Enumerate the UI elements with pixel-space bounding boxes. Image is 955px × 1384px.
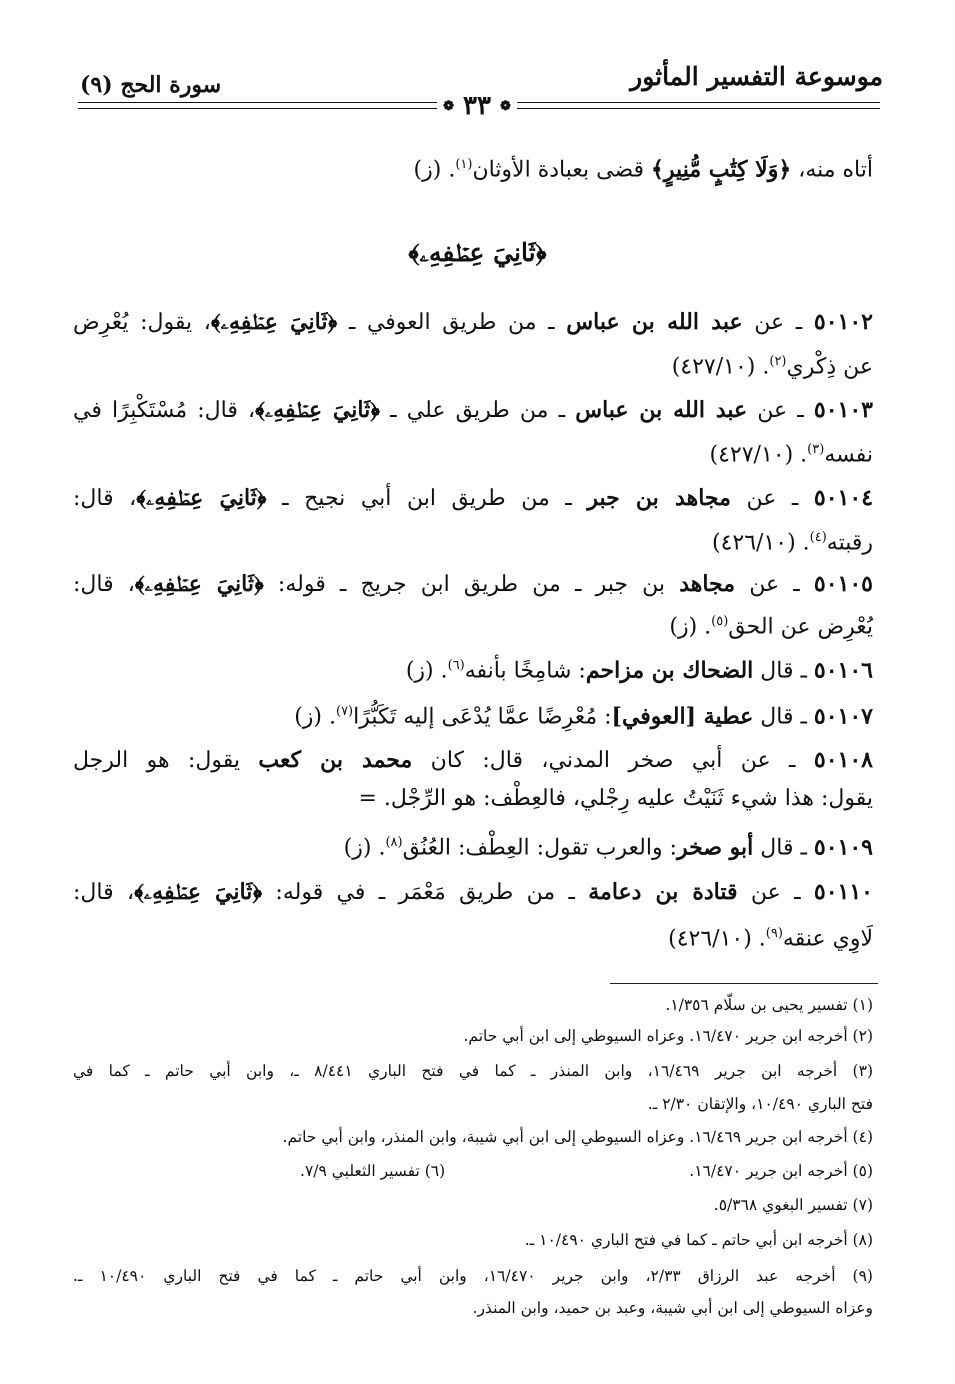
entry-text: ـ من طريق علي ـ [379, 398, 576, 423]
footnote: (٦) تفسير الثعلبي ٧/٩. [300, 1162, 446, 1180]
footnote: (٨) أخرجه ابن أبي حاتم ـ كما في فتح الباري ١٠/٤٩٠ ـ. [524, 1231, 873, 1249]
narrator-name: قتادة بن دعامة [588, 879, 738, 905]
entry-reference: . (٤٢٦/١٠) [711, 530, 810, 556]
entry-line [73, 345, 873, 384]
entry-line [73, 826, 873, 865]
entry-text: ـ عن [730, 486, 814, 511]
footnote: وعزاه السيوطي إلى ابن أبي شيبة، وعبد بن حميد، وابن المنذر. [472, 1299, 873, 1317]
entry-text: ـ من طريق ابن أبي نجيح ـ [266, 486, 588, 511]
entry-text: ـ قال [753, 658, 814, 684]
section-heading: ﴿ثَانِيَ عِطۡفِهِۦ﴾ [408, 238, 547, 267]
intro-text: أتاه منه، [791, 157, 873, 183]
entry-line [73, 917, 873, 956]
entry-text: ـ من طريق مَعْمَر ـ في قوله: [262, 880, 589, 905]
entry-text: نفسه [824, 442, 873, 468]
footnote: (٥) أخرجه ابن جرير ١٦/٤٧٠. [689, 1162, 873, 1180]
entry-text: ، قال: [73, 486, 137, 511]
entry-text: يقول: هذا شيء ثَنَيْتُ عليه رِجْلي، فالعِطْف: هو الرِّجْل. = [358, 786, 873, 811]
entry-text: رقبته [826, 530, 873, 556]
entry-number: ٥٠١٠٤ [813, 485, 874, 511]
page-number: ٣٣ [463, 91, 491, 121]
narrator-name: مجاهد [679, 571, 736, 597]
intro-line [73, 148, 873, 187]
footnote: (٧) تفسير البغوي ٥/٣٦٨. [713, 1196, 873, 1214]
footnote: (٩) أخرجه عبد الرزاق ٢/٣٣، وابن جرير ١٦/٤٧٠، وابن أبي حاتم ـ كما في فتح الباري ١٠/٤٩٠ ـ. [73, 1267, 873, 1285]
entry-number: ٥٠١٠٢ [813, 309, 873, 335]
quran-quote: ﴿وَلَا كِتَٰبٍ مُّنِيرٍ﴾ [651, 156, 792, 183]
entry-line [73, 521, 873, 560]
entry-text: : مُعْرِضًا عمَّا يُدْعَى إليه تَكَبُّرًا [353, 704, 612, 730]
entry-text: بن جبر ـ من طريق ابن جريج ـ قوله: [263, 572, 680, 597]
narrator-name: عطية [العوفي] [611, 703, 754, 730]
entry-reference: . (٤٢٦/١٠) [668, 926, 766, 952]
entry-line [73, 567, 873, 602]
entry-text: ـ عن [735, 572, 814, 597]
footnote: فتح الباري ١٠/٤٩٠، والإتقان ٢/٣٠ ـ. [647, 1095, 873, 1113]
narrator-name: محمد بن كعب [258, 747, 413, 773]
entry-number: ٥٠١١٠ [813, 879, 873, 905]
entry-number: ٥٠١٠٩ [813, 834, 873, 861]
quran-quote: ﴿ثَانِيَ عِطۡفِهِۦ﴾ [210, 309, 338, 335]
intro-text: قضى بعبادة الأوثان [472, 157, 652, 183]
entry-reference: . (ز) [294, 704, 336, 730]
running-book-title: موسوعة التفسير المأثور [630, 62, 883, 91]
entry-text: ، قال: [73, 572, 135, 597]
ornament-icon: ❁ [500, 99, 511, 114]
entry-text: ـ عن [737, 880, 814, 905]
quran-quote: ﴿ثَانِيَ عِطۡفِهِۦ﴾ [136, 485, 267, 511]
entry-line [73, 481, 873, 516]
entry-number: ٥٠١٠٥ [813, 571, 873, 597]
running-surah-label: سورة الحج (٩) [80, 72, 222, 98]
entry-text: : شامِخًا بأنفه [464, 658, 586, 684]
footnote-ref[interactable]: (١) [455, 157, 473, 172]
footnote-ref[interactable]: (٦) [447, 658, 465, 673]
quran-quote: ﴿ثَانِيَ عِطۡفِهِۦ﴾ [134, 571, 264, 597]
quran-quote: ﴿ثَانِيَ عِطۡفِهِۦ﴾ [255, 397, 380, 423]
narrator-name: عبد الله بن عباس [566, 309, 743, 335]
entry-line [73, 649, 873, 688]
footnote-ref[interactable]: (٨) [385, 835, 403, 850]
narrator-name: عبد الله بن عباس [575, 397, 748, 423]
entry-reference: . (ز) [405, 658, 448, 684]
entry-reference: . (٤٢٧/١٠) [671, 354, 770, 380]
footnote-ref[interactable]: (٤) [809, 530, 827, 545]
entry-number: ٥٠١٠٦ [813, 657, 873, 684]
entry-text: لَاوِي عنقه [782, 926, 873, 952]
entry-number: ٥٠١٠٣ [813, 397, 873, 423]
footnote: (٢) أخرجه ابن جرير ١٦/٤٧٠. وعزاه السيوطي إلى ابن أبي حاتم. [463, 1027, 873, 1045]
entry-line [73, 393, 873, 428]
footnote-ref[interactable]: (٢) [769, 354, 787, 369]
entry-text: عن ذِكْري [786, 354, 873, 380]
intro-tail: . (ز) [413, 157, 456, 183]
entry-reference: . (ز) [343, 835, 386, 861]
entry-reference: . (٤٢٧/١٠) [709, 442, 808, 468]
footnote: (٤) أخرجه ابن جرير ١٦/٤٦٩. وعزاه السيوطي إلى ابن أبي شيبة، وابن المنذر، وابن أبي حاتم. [282, 1128, 873, 1146]
entry-line [73, 782, 873, 816]
narrator-name: الضحاك بن مزاحم [585, 657, 754, 684]
footnote-ref[interactable]: (٩) [765, 926, 783, 941]
narrator-name: أبو صخر [676, 834, 754, 861]
entry-text: ، قال: [73, 880, 135, 905]
footnote-ref[interactable]: (٣) [807, 442, 825, 457]
footnote: (٣) أخرجه ابن جرير ١٦/٤٦٩، وابن المنذر ـ كما في فتح الباري ٨/٤٤١ ـ، وابن أبي حاتم ـ كما في [73, 1062, 873, 1080]
entry-line [73, 743, 873, 778]
footnote-separator [610, 983, 878, 984]
entry-text: ـ قال [753, 835, 814, 861]
entry-line [73, 305, 873, 340]
entry-line [73, 433, 873, 472]
entry-text: : والعرب تقول: العِطْف: العُنُق [402, 835, 677, 861]
entry-text: ـ عن [742, 310, 814, 335]
entry-text: يُعْرِض عن الحق [728, 614, 873, 640]
quran-quote: ﴿ثَانِيَ عِطۡفِهِۦ﴾ [134, 879, 263, 905]
narrator-name: مجاهد بن جبر [587, 485, 731, 511]
footnote-ref[interactable]: (٥) [711, 614, 729, 629]
entry-line [73, 875, 873, 910]
entry-reference: . (ز) [669, 614, 712, 640]
entry-text: ، قال: مُسْتَكْبِرًا في [73, 398, 256, 423]
entry-number: ٥٠١٠٨ [813, 747, 873, 773]
entry-text: يقول: هو الرجل [73, 748, 259, 773]
entry-line [73, 605, 873, 644]
ornament-icon: ❁ [443, 99, 454, 114]
entry-text: ـ من طريق العوفي ـ [337, 310, 567, 335]
page-number-box [437, 88, 517, 124]
entry-number: ٥٠١٠٧ [813, 703, 873, 730]
footnote-ref[interactable]: (٧) [335, 704, 354, 719]
entry-text: ـ عن أبي صخر المدني، قال: كان [412, 748, 814, 773]
entry-text: ، يقول: يُعْرِض [73, 310, 211, 335]
entry-text: ـ قال [753, 704, 814, 730]
entry-line [73, 695, 873, 734]
footnote: (١) تفسير يحيى بن سلّام ١/٣٥٦. [665, 996, 873, 1014]
entry-text: ـ عن [747, 398, 814, 423]
